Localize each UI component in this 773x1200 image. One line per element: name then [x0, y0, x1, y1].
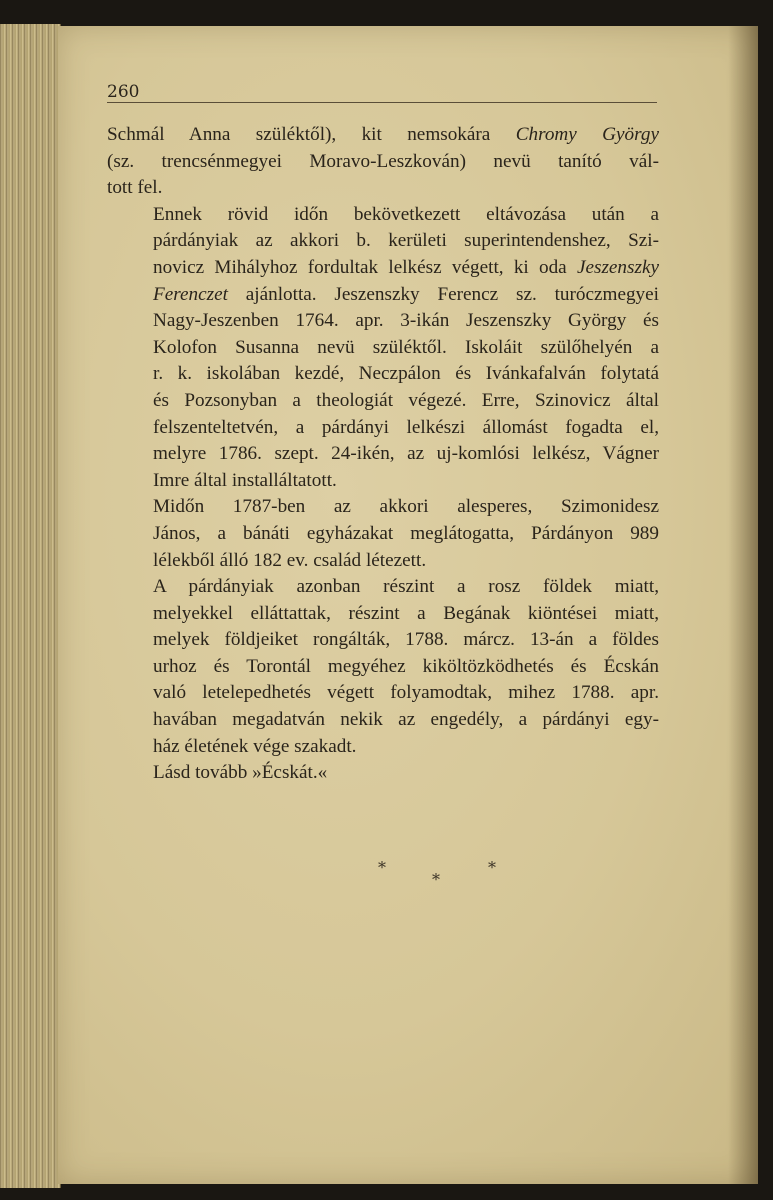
text-line — [107, 282, 659, 309]
text-line — [107, 388, 659, 415]
page-gutter-shadow — [728, 26, 758, 1184]
text-line — [107, 441, 659, 468]
text-line — [107, 255, 659, 282]
text-line — [107, 335, 659, 362]
text-run: való letelepedhetés végett folyamodtak, mihez 1788. apr. — [153, 682, 659, 704]
text-line — [107, 415, 659, 442]
page-body-text — [107, 122, 659, 787]
text-line — [107, 548, 659, 575]
text-line — [107, 149, 659, 176]
text-line — [107, 122, 659, 149]
text-run: ajánlotta. Jeszenszky Ferencz sz. turóczmegyei — [227, 283, 659, 305]
text-run: havában megadatván nekik az engedély, a párdányi egy- — [153, 709, 659, 731]
paragraph — [107, 494, 659, 574]
text-line — [107, 494, 659, 521]
text-run: Ennek rövid időn bekövetkezett eltávozása után a — [153, 203, 659, 225]
text-run: ház életének vége szakadt. — [153, 735, 357, 757]
text-run: urhoz és Torontál megyéhez kiköltözködhetés és Écskán — [153, 655, 659, 677]
text-line — [107, 760, 659, 787]
ornament-asterisk: * — [488, 858, 496, 877]
text-run: párdányiak az akkori b. kerületi superintendenshez, Szi- — [153, 230, 659, 252]
text-line — [107, 175, 659, 202]
text-line — [107, 601, 659, 628]
italic-name: Jeszenszky — [576, 256, 659, 278]
text-run: lélekből álló 182 ev. család létezett. — [153, 549, 427, 571]
text-run: melyekkel elláttattak, részint a Begának kiöntései miatt, — [153, 602, 659, 624]
text-run: Imre által installáltatott. — [153, 469, 337, 491]
book-page-edges — [0, 24, 61, 1188]
text-line — [107, 202, 659, 229]
text-run: A párdányiak azonban részint a rosz földek miatt, — [153, 576, 659, 598]
text-run: melyre 1786. szept. 24-ikén, az uj-komlósi lelkész, Vágner — [153, 443, 659, 465]
text-run: melyek földjeiket rongálták, 1788. márcz. 13-án a földes — [153, 629, 659, 651]
header-rule — [107, 102, 657, 103]
text-run: János, a bánáti egyházakat meglátogatta, Párdányon 989 — [153, 522, 659, 544]
text-run: Midőn 1787-ben az akkori alesperes, Szimonidesz — [153, 496, 659, 518]
text-run: Nagy-Jeszenben 1764. apr. 3-ikán Jeszenszky György és — [153, 310, 659, 332]
text-run: Lásd tovább »Écskát.« — [153, 762, 328, 784]
text-line — [107, 680, 659, 707]
paragraph — [107, 760, 659, 787]
text-run: és Pozsonyban a theologiát végezé. Erre, Szinovicz által — [153, 389, 659, 411]
text-run: felszenteltetvén, a párdányi lelkészi állomást fogadta el, — [153, 416, 659, 438]
text-run: Kolofon Susanna nevü szüléktől. Iskoláit szülőhelyén a — [153, 336, 659, 358]
text-run: novicz Mihályhoz fordultak lelkész végett, ki oda — [153, 256, 577, 278]
text-run: Schmál Anna szüléktől), kit nemsokára — [107, 124, 516, 145]
text-run: tott fel. — [107, 177, 163, 199]
text-line — [107, 521, 659, 548]
text-run: (sz. trencsénmegyei Moravo-Leszkován) nevü tanító vál- — [107, 150, 659, 172]
page-number: 260 — [107, 82, 140, 102]
section-ornament — [300, 858, 496, 898]
italic-name: Chromy György — [515, 124, 659, 145]
text-run: r. k. iskolában kezdé, Neczpálon és Ivánkafalván folytatá — [153, 363, 659, 385]
text-line — [107, 574, 659, 601]
text-line — [107, 654, 659, 681]
italic-name: Ferenczet — [153, 283, 228, 305]
ornament-asterisk: * — [378, 858, 386, 877]
text-line — [107, 228, 659, 255]
text-line — [107, 734, 659, 761]
paragraph — [107, 122, 659, 202]
paragraph — [107, 202, 659, 495]
ornament-asterisk: * — [432, 870, 440, 889]
text-line — [107, 627, 659, 654]
text-line — [107, 308, 659, 335]
text-line — [107, 468, 659, 495]
text-line — [107, 361, 659, 388]
paragraph — [107, 574, 659, 760]
text-line — [107, 707, 659, 734]
